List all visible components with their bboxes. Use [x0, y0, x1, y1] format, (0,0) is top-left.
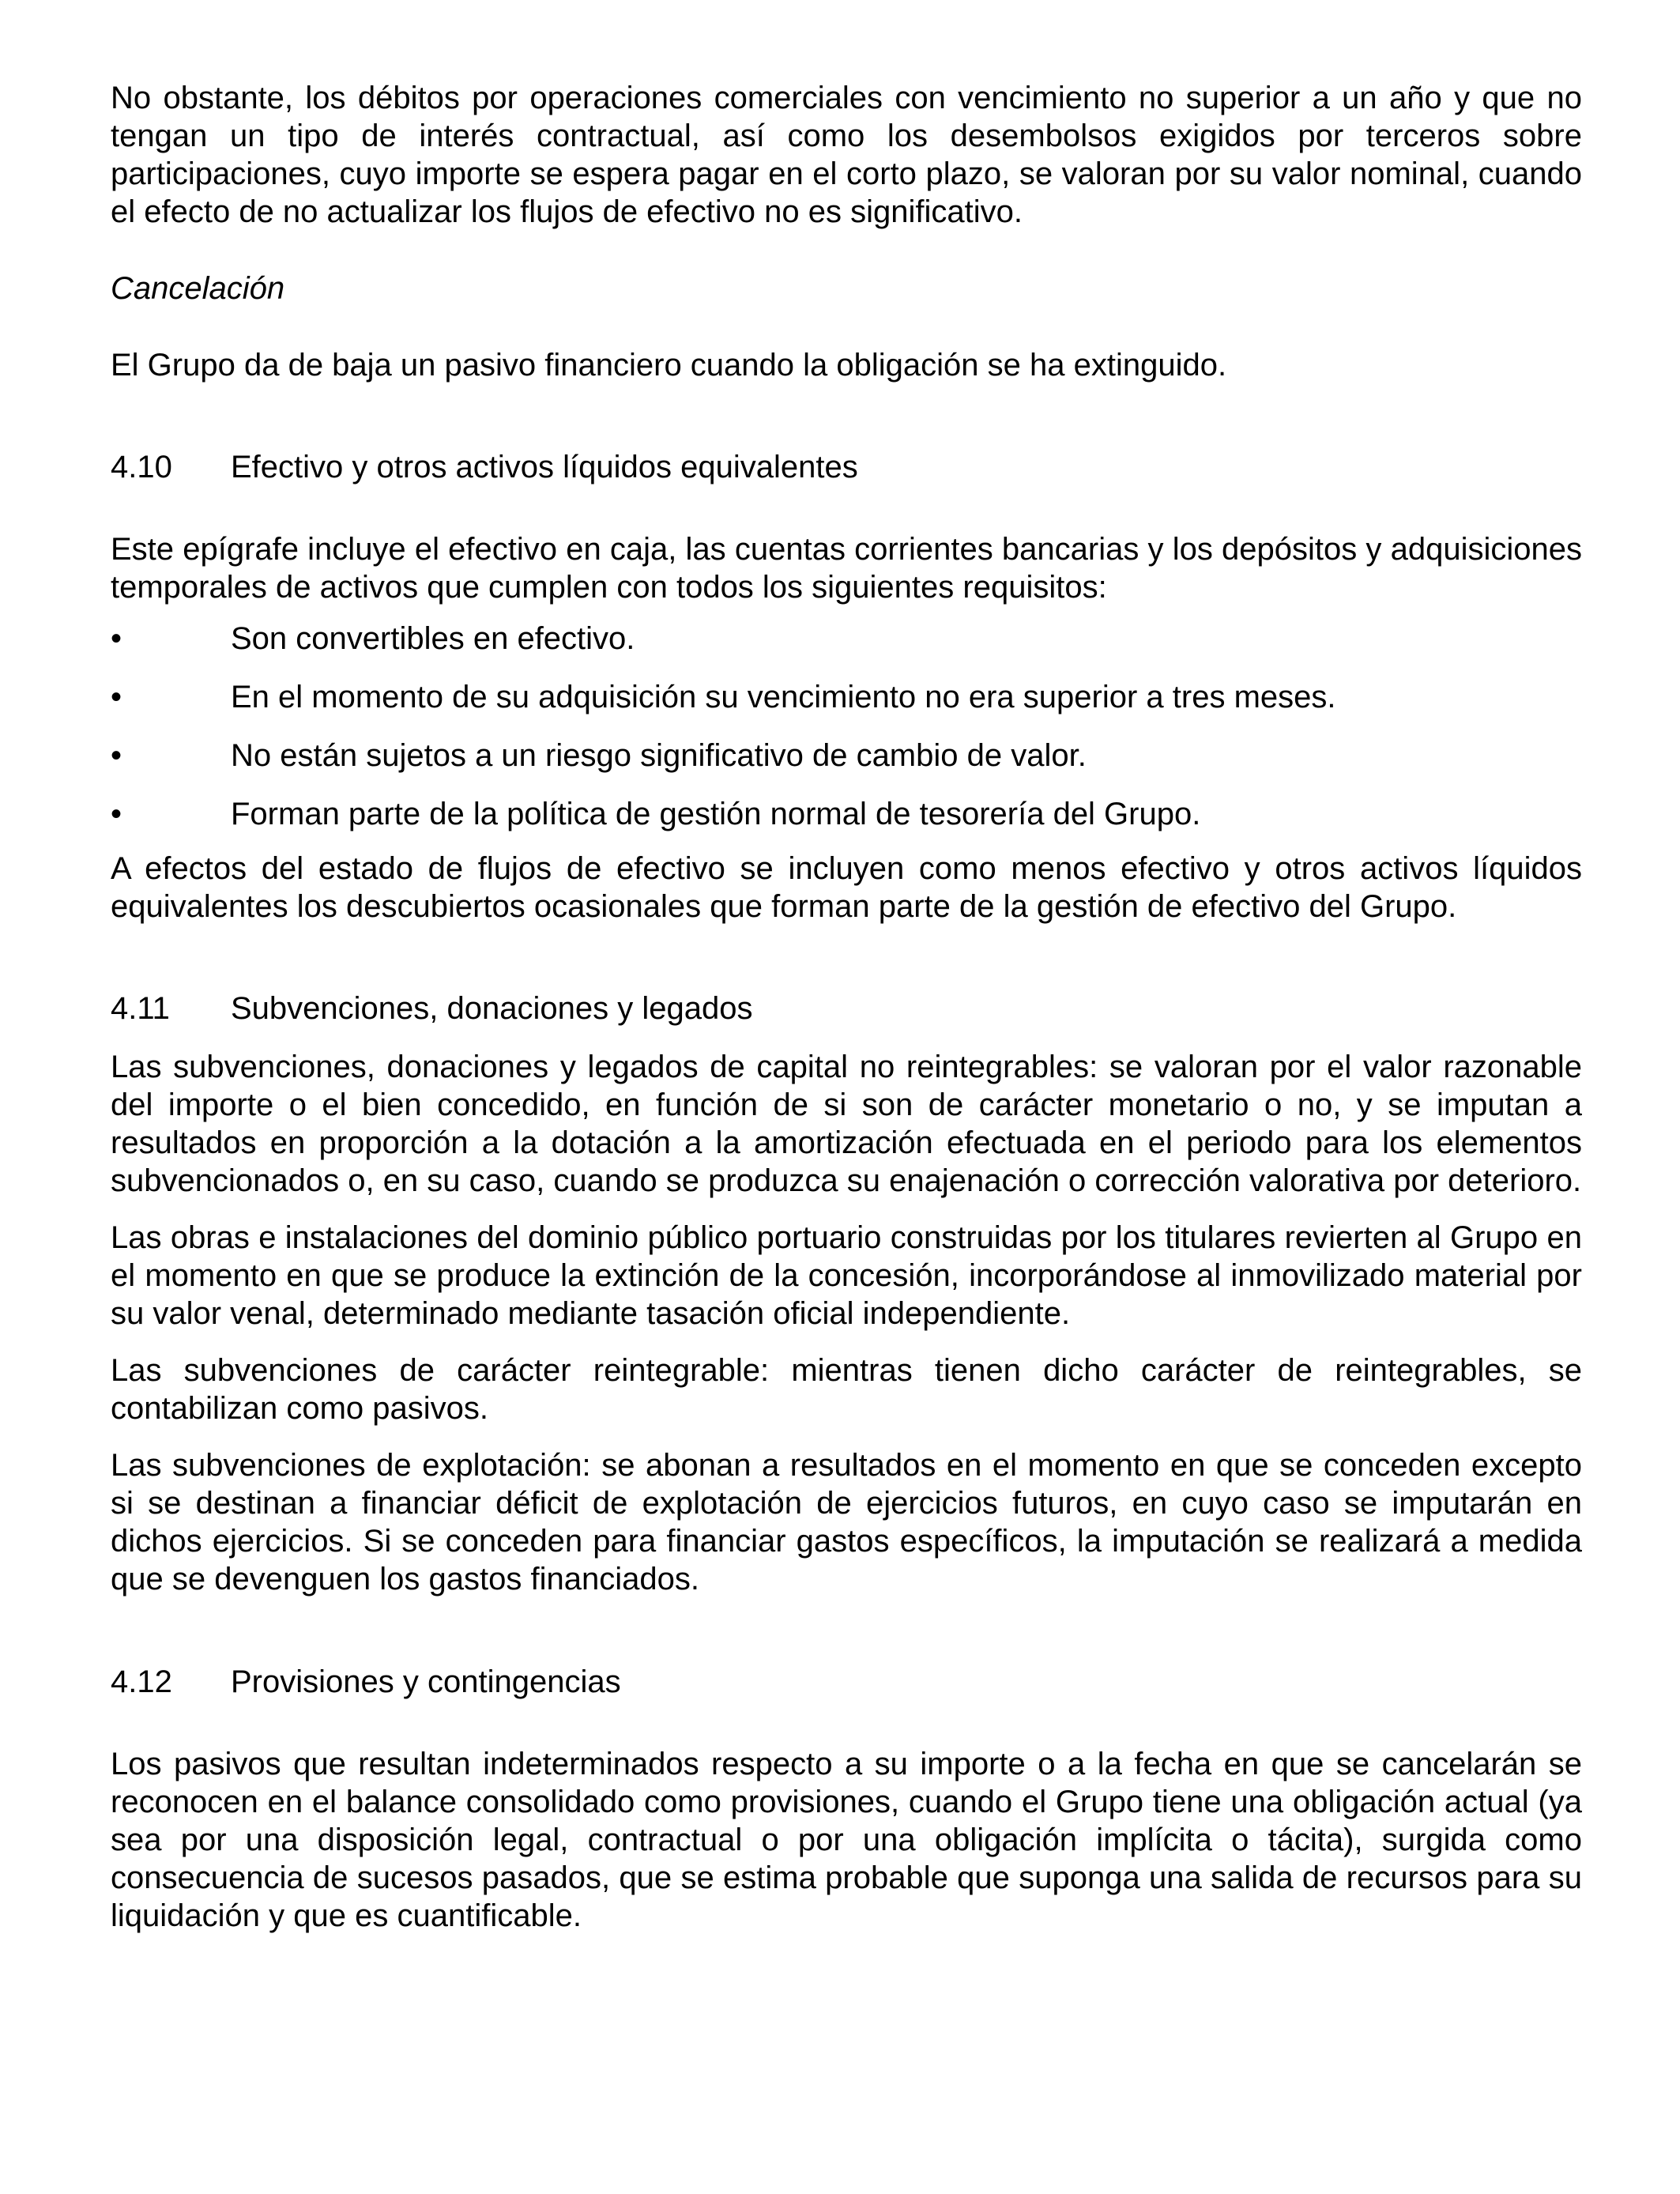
list-item	[111, 678, 1582, 716]
requirements-list	[111, 620, 1582, 833]
bullet-marker: •	[111, 680, 122, 714]
paragraph-subvenciones-explotacion: Las subvenciones de explotación: se abonan a resultados en el momento en que se conceden excepto si se destinan a financiar déficit de explotación de ejercicios futuros, en cuyo caso se imputarán en dichos ejercicios. Si se conceden para financiar gastos específicos, la imputación se realizará a medida que se devenguen los gastos financiados.	[111, 1448, 1582, 1596]
section-title: Provisiones y contingencias	[231, 1664, 621, 1699]
section-heading-4-11	[111, 990, 1582, 1027]
section-heading-4-10	[111, 448, 1582, 486]
section-number: 4.11	[111, 991, 170, 1026]
subheading-cancelacion: Cancelación	[111, 271, 285, 306]
paragraph-flujos-efectivo: A efectos del estado de flujos de efectivo se incluyen como menos efectivo y otros activos líquidos equivalentes los descubiertos ocasionales que forman parte de la gestión de efectivo del Grupo.	[111, 851, 1582, 924]
paragraph-obras-instalaciones: Las obras e instalaciones del dominio público portuario construidas por los titulares revierten al Grupo en el momento en que se produce la extinción de la concesión, incorporándose al inmovilizado material por su valor venal, determinado mediante tasación oficial independiente.	[111, 1220, 1582, 1331]
list-item	[111, 620, 1582, 658]
bullet-marker: •	[111, 738, 122, 773]
section-number: 4.10	[111, 450, 172, 484]
section-title: Efectivo y otros activos líquidos equivalentes	[231, 450, 858, 484]
bullet-marker: •	[111, 621, 122, 656]
paragraph-subvenciones-reintegrables: Las subvenciones de carácter reintegrable: mientras tienen dicho carácter de reintegrables, se contabilizan como pasivos.	[111, 1353, 1582, 1426]
paragraph-subvenciones-capital: Las subvenciones, donaciones y legados de capital no reintegrables: se valoran por el valor razonable del importe o el bien concedido, en función de si son de carácter monetario o no, y se imputan a resultados en proporción a la dotación a la amortización efectuada en el periodo para los elementos subvencionados o, en su caso, cuando se produzca su enajenación o corrección valorativa por deterioro.	[111, 1050, 1582, 1198]
section-number: 4.12	[111, 1664, 172, 1699]
list-item-text: En el momento de su adquisición su vencimiento no era superior a tres meses.	[231, 680, 1336, 714]
list-item	[111, 737, 1582, 775]
bullet-marker: •	[111, 797, 122, 831]
document-page	[111, 79, 1582, 1935]
list-item-text: Forman parte de la política de gestión normal de tesorería del Grupo.	[231, 797, 1201, 831]
paragraph-debitos: No obstante, los débitos por operaciones comerciales con vencimiento no superior a un año y que no tengan un tipo de interés contractual, así como los desembolsos exigidos por terceros sobre participaciones, cuyo importe se espera pagar en el corto plazo, se valoran por su valor nominal, cuando el efecto de no actualizar los flujos de efectivo no es significativo.	[111, 81, 1582, 229]
paragraph-provisiones: Los pasivos que resultan indeterminados respecto a su importe o a la fecha en que se cancelarán se reconocen en el balance consolidado como provisiones, cuando el Grupo tiene una obligación actual (ya sea por una disposición legal, contractual o por una obligación implícita o tácita), surgida como consecuencia de sucesos pasados, que se estima probable que suponga una salida de recursos para su liquidación y que es cuantificable.	[111, 1747, 1582, 1933]
paragraph-baja-pasivo: El Grupo da de baja un pasivo financiero cuando la obligación se ha extinguido.	[111, 348, 1227, 383]
section-heading-4-12	[111, 1663, 1582, 1701]
paragraph-epigrafe: Este epígrafe incluye el efectivo en caja, las cuentas corrientes bancarias y los depósitos y adquisiciones temporales de activos que cumplen con todos los siguientes requisitos:	[111, 532, 1582, 605]
list-item-text: Son convertibles en efectivo.	[231, 621, 635, 656]
section-title: Subvenciones, donaciones y legados	[231, 991, 753, 1026]
list-item-text: No están sujetos a un riesgo significativo de cambio de valor.	[231, 738, 1087, 773]
list-item	[111, 795, 1582, 833]
